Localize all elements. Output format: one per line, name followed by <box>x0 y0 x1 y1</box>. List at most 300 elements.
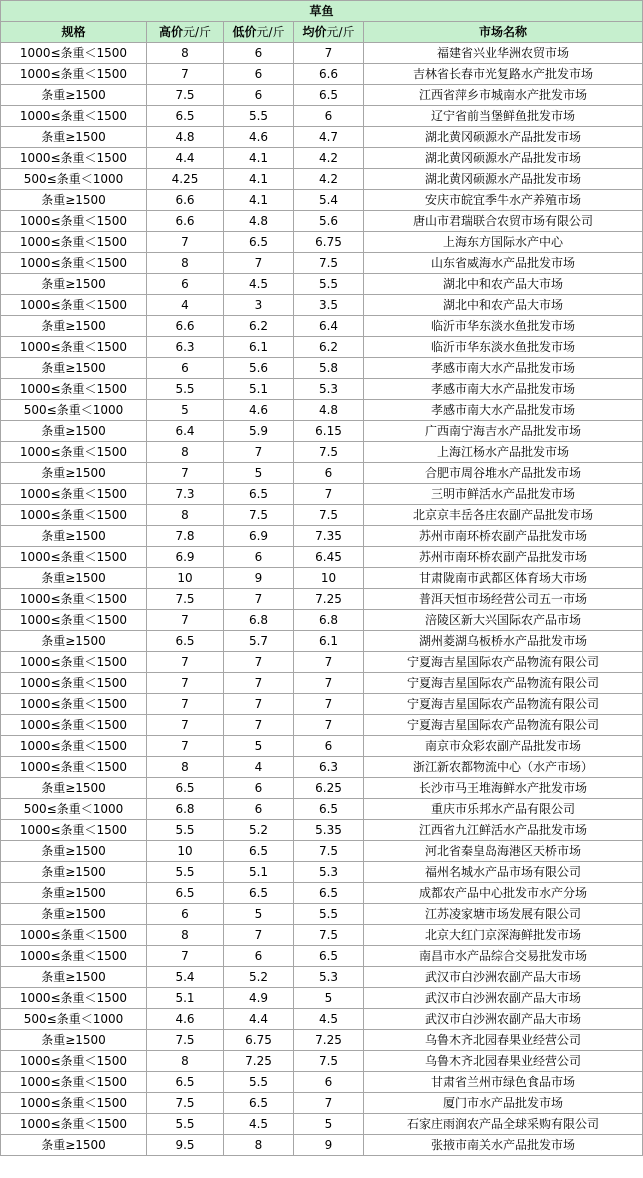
cell-spec: 条重≥1500 <box>1 421 147 442</box>
cell-high: 6.6 <box>147 211 224 232</box>
cell-low: 5 <box>224 463 294 484</box>
cell-high: 7 <box>147 736 224 757</box>
cell-low: 7 <box>224 589 294 610</box>
cell-spec: 1000≤条重＜1500 <box>1 505 147 526</box>
table-row <box>1 1009 643 1030</box>
cell-low: 6 <box>224 547 294 568</box>
cell-market: 广西南宁海吉水产品批发市场 <box>364 421 643 442</box>
table-row <box>1 673 643 694</box>
cell-low: 6 <box>224 778 294 799</box>
header-low: 低价元/斤 <box>224 22 294 43</box>
cell-market: 石家庄雨润农产品全球采购有限公司 <box>364 1114 643 1135</box>
cell-spec: 1000≤条重＜1500 <box>1 1072 147 1093</box>
header-high: 高价元/斤 <box>147 22 224 43</box>
cell-avg: 4.2 <box>294 148 364 169</box>
table-header-row <box>1 22 643 43</box>
cell-high: 6.5 <box>147 631 224 652</box>
cell-market: 江西省萍乡市城南水产批发市场 <box>364 85 643 106</box>
cell-market: 宁夏海吉星国际农产品物流有限公司 <box>364 673 643 694</box>
cell-avg: 6 <box>294 463 364 484</box>
cell-market: 福州名城水产品市场有限公司 <box>364 862 643 883</box>
cell-avg: 4.2 <box>294 169 364 190</box>
table-row <box>1 1093 643 1114</box>
cell-spec: 500≤条重＜1000 <box>1 400 147 421</box>
cell-low: 4.5 <box>224 1114 294 1135</box>
cell-market: 辽宁省前当堡鲜鱼批发市场 <box>364 106 643 127</box>
cell-low: 5.2 <box>224 820 294 841</box>
cell-market: 湖北黄冈硕源水产品批发市场 <box>364 148 643 169</box>
cell-high: 5.5 <box>147 379 224 400</box>
cell-market: 长沙市马王堆海鲜水产批发市场 <box>364 778 643 799</box>
cell-low: 6 <box>224 64 294 85</box>
cell-avg: 6.5 <box>294 883 364 904</box>
cell-low: 5.1 <box>224 862 294 883</box>
cell-market: 南京市众彩农副产品批发市场 <box>364 736 643 757</box>
cell-avg: 4.8 <box>294 400 364 421</box>
cell-high: 7.5 <box>147 1093 224 1114</box>
header-avg: 均价元/斤 <box>294 22 364 43</box>
cell-spec: 条重≥1500 <box>1 967 147 988</box>
cell-high: 7.5 <box>147 589 224 610</box>
cell-avg: 6.8 <box>294 610 364 631</box>
table-row <box>1 400 643 421</box>
table-row <box>1 1030 643 1051</box>
cell-high: 7.5 <box>147 1030 224 1051</box>
header-spec: 规格 <box>1 22 147 43</box>
cell-avg: 5.3 <box>294 379 364 400</box>
cell-low: 6.1 <box>224 337 294 358</box>
cell-avg: 7 <box>294 673 364 694</box>
cell-high: 6.8 <box>147 799 224 820</box>
cell-spec: 1000≤条重＜1500 <box>1 379 147 400</box>
cell-avg: 7 <box>294 484 364 505</box>
cell-low: 7 <box>224 694 294 715</box>
cell-high: 7 <box>147 715 224 736</box>
cell-low: 6.5 <box>224 484 294 505</box>
cell-high: 6.9 <box>147 547 224 568</box>
cell-avg: 6.5 <box>294 946 364 967</box>
cell-low: 7.25 <box>224 1051 294 1072</box>
table-row <box>1 568 643 589</box>
cell-avg: 6.25 <box>294 778 364 799</box>
table-row <box>1 547 643 568</box>
table-title: 草鱼 <box>1 1 643 22</box>
cell-high: 8 <box>147 442 224 463</box>
cell-market: 临沂市华东淡水鱼批发市场 <box>364 316 643 337</box>
cell-low: 4.5 <box>224 274 294 295</box>
table-title-row <box>1 1 643 22</box>
cell-market: 江西省九江鲜活水产品批发市场 <box>364 820 643 841</box>
cell-high: 8 <box>147 757 224 778</box>
cell-market: 孝感市南大水产品批发市场 <box>364 358 643 379</box>
table-row <box>1 484 643 505</box>
cell-market: 唐山市君瑞联合农贸市场有限公司 <box>364 211 643 232</box>
cell-low: 5 <box>224 736 294 757</box>
cell-avg: 6 <box>294 1072 364 1093</box>
cell-market: 孝感市南大水产品批发市场 <box>364 400 643 421</box>
cell-spec: 条重≥1500 <box>1 841 147 862</box>
table-row <box>1 631 643 652</box>
cell-market: 苏州市南环桥农副产品批发市场 <box>364 547 643 568</box>
cell-high: 7 <box>147 463 224 484</box>
cell-low: 6.9 <box>224 526 294 547</box>
table-row <box>1 1072 643 1093</box>
cell-avg: 6.2 <box>294 337 364 358</box>
cell-market: 湖州菱湖乌板桥水产品批发市场 <box>364 631 643 652</box>
cell-high: 5.5 <box>147 820 224 841</box>
cell-market: 合肥市周谷堆水产品批发市场 <box>364 463 643 484</box>
cell-high: 5.1 <box>147 988 224 1009</box>
table-row <box>1 925 643 946</box>
table-row <box>1 274 643 295</box>
cell-high: 7 <box>147 610 224 631</box>
table-row <box>1 883 643 904</box>
cell-spec: 条重≥1500 <box>1 631 147 652</box>
table-row <box>1 1114 643 1135</box>
table-row <box>1 778 643 799</box>
cell-spec: 1000≤条重＜1500 <box>1 211 147 232</box>
cell-avg: 9 <box>294 1135 364 1156</box>
cell-avg: 7 <box>294 694 364 715</box>
cell-high: 6 <box>147 358 224 379</box>
table-row <box>1 526 643 547</box>
cell-market: 湖北黄冈硕源水产品批发市场 <box>364 169 643 190</box>
cell-spec: 1000≤条重＜1500 <box>1 442 147 463</box>
cell-market: 苏州市南环桥农副产品批发市场 <box>364 526 643 547</box>
cell-market: 涪陵区新大兴国际农产品市场 <box>364 610 643 631</box>
cell-high: 8 <box>147 1051 224 1072</box>
cell-spec: 1000≤条重＜1500 <box>1 988 147 1009</box>
cell-market: 甘肃陇南市武都区体育场大市场 <box>364 568 643 589</box>
cell-spec: 1000≤条重＜1500 <box>1 295 147 316</box>
cell-spec: 条重≥1500 <box>1 904 147 925</box>
cell-avg: 6.5 <box>294 799 364 820</box>
table-row <box>1 820 643 841</box>
cell-avg: 6.75 <box>294 232 364 253</box>
cell-high: 5.5 <box>147 862 224 883</box>
cell-market: 河北省秦皇岛海港区天桥市场 <box>364 841 643 862</box>
cell-spec: 1000≤条重＜1500 <box>1 757 147 778</box>
cell-market: 孝感市南大水产品批发市场 <box>364 379 643 400</box>
cell-spec: 1000≤条重＜1500 <box>1 484 147 505</box>
cell-low: 9 <box>224 568 294 589</box>
cell-low: 4.1 <box>224 148 294 169</box>
cell-market: 武汉市白沙洲农副产品大市场 <box>364 967 643 988</box>
cell-high: 5.4 <box>147 967 224 988</box>
cell-low: 7 <box>224 253 294 274</box>
cell-spec: 1000≤条重＜1500 <box>1 64 147 85</box>
cell-market: 成都农产品中心批发市水产分场 <box>364 883 643 904</box>
cell-high: 5.5 <box>147 1114 224 1135</box>
cell-spec: 条重≥1500 <box>1 274 147 295</box>
cell-high: 9.5 <box>147 1135 224 1156</box>
cell-low: 6.8 <box>224 610 294 631</box>
cell-avg: 7.25 <box>294 589 364 610</box>
cell-low: 5 <box>224 904 294 925</box>
cell-market: 重庆市乐邦水产品有限公司 <box>364 799 643 820</box>
cell-low: 7.5 <box>224 505 294 526</box>
cell-low: 6.5 <box>224 1093 294 1114</box>
cell-avg: 6 <box>294 736 364 757</box>
cell-avg: 4.7 <box>294 127 364 148</box>
cell-spec: 1000≤条重＜1500 <box>1 820 147 841</box>
cell-avg: 5.5 <box>294 904 364 925</box>
cell-high: 4.4 <box>147 148 224 169</box>
table-row <box>1 736 643 757</box>
cell-high: 6.6 <box>147 190 224 211</box>
cell-low: 7 <box>224 715 294 736</box>
cell-high: 5 <box>147 400 224 421</box>
cell-avg: 6 <box>294 106 364 127</box>
cell-market: 宁夏海吉星国际农产品物流有限公司 <box>364 694 643 715</box>
cell-market: 浙江新农都物流中心（水产市场） <box>364 757 643 778</box>
cell-high: 10 <box>147 568 224 589</box>
cell-high: 6.3 <box>147 337 224 358</box>
cell-spec: 条重≥1500 <box>1 190 147 211</box>
cell-low: 4.9 <box>224 988 294 1009</box>
cell-high: 4.6 <box>147 1009 224 1030</box>
cell-low: 6 <box>224 85 294 106</box>
cell-avg: 3.5 <box>294 295 364 316</box>
table-row <box>1 43 643 64</box>
table-row <box>1 211 643 232</box>
cell-spec: 1000≤条重＜1500 <box>1 589 147 610</box>
cell-low: 5.1 <box>224 379 294 400</box>
cell-market: 临沂市华东淡水鱼批发市场 <box>364 337 643 358</box>
cell-spec: 条重≥1500 <box>1 568 147 589</box>
cell-spec: 1000≤条重＜1500 <box>1 337 147 358</box>
cell-market: 张掖市南关水产品批发市场 <box>364 1135 643 1156</box>
table-row <box>1 337 643 358</box>
cell-low: 7 <box>224 652 294 673</box>
cell-avg: 7 <box>294 43 364 64</box>
cell-spec: 1000≤条重＜1500 <box>1 673 147 694</box>
cell-high: 4.8 <box>147 127 224 148</box>
table-row <box>1 589 643 610</box>
cell-spec: 条重≥1500 <box>1 862 147 883</box>
cell-spec: 1000≤条重＜1500 <box>1 946 147 967</box>
cell-spec: 500≤条重＜1000 <box>1 169 147 190</box>
cell-spec: 1000≤条重＜1500 <box>1 1114 147 1135</box>
table-row <box>1 85 643 106</box>
table-row <box>1 169 643 190</box>
cell-low: 7 <box>224 442 294 463</box>
cell-high: 7 <box>147 673 224 694</box>
cell-spec: 1000≤条重＜1500 <box>1 547 147 568</box>
cell-market: 湖北中和农产品大市场 <box>364 274 643 295</box>
cell-avg: 7.5 <box>294 841 364 862</box>
cell-avg: 10 <box>294 568 364 589</box>
cell-avg: 4.5 <box>294 1009 364 1030</box>
cell-high: 8 <box>147 925 224 946</box>
table-row <box>1 505 643 526</box>
cell-spec: 1000≤条重＜1500 <box>1 715 147 736</box>
cell-market: 北京京丰岳各庄农副产品批发市场 <box>364 505 643 526</box>
table-row <box>1 127 643 148</box>
table-row <box>1 715 643 736</box>
table-row <box>1 253 643 274</box>
table-row <box>1 463 643 484</box>
cell-spec: 条重≥1500 <box>1 526 147 547</box>
cell-market: 江苏凌家塘市场发展有限公司 <box>364 904 643 925</box>
cell-market: 吉林省长春市光复路水产批发市场 <box>364 64 643 85</box>
cell-low: 6 <box>224 43 294 64</box>
cell-avg: 6.3 <box>294 757 364 778</box>
cell-high: 7 <box>147 694 224 715</box>
cell-market: 宁夏海吉星国际农产品物流有限公司 <box>364 715 643 736</box>
cell-spec: 1000≤条重＜1500 <box>1 253 147 274</box>
cell-market: 北京大红门京深海鲜批发市场 <box>364 925 643 946</box>
cell-spec: 1000≤条重＜1500 <box>1 148 147 169</box>
cell-spec: 条重≥1500 <box>1 358 147 379</box>
cell-high: 6 <box>147 274 224 295</box>
cell-high: 4 <box>147 295 224 316</box>
cell-avg: 6.6 <box>294 64 364 85</box>
cell-spec: 500≤条重＜1000 <box>1 799 147 820</box>
cell-low: 4.1 <box>224 190 294 211</box>
cell-low: 5.2 <box>224 967 294 988</box>
cell-avg: 5.3 <box>294 862 364 883</box>
cell-avg: 6.1 <box>294 631 364 652</box>
cell-spec: 1000≤条重＜1500 <box>1 736 147 757</box>
cell-low: 4.8 <box>224 211 294 232</box>
table-row <box>1 316 643 337</box>
cell-low: 5.5 <box>224 106 294 127</box>
cell-low: 5.5 <box>224 1072 294 1093</box>
cell-high: 4.25 <box>147 169 224 190</box>
cell-avg: 5.35 <box>294 820 364 841</box>
cell-avg: 6.4 <box>294 316 364 337</box>
cell-low: 6 <box>224 946 294 967</box>
cell-low: 5.9 <box>224 421 294 442</box>
cell-market: 上海江杨水产品批发市场 <box>364 442 643 463</box>
table-row <box>1 799 643 820</box>
table-row <box>1 106 643 127</box>
cell-low: 4.1 <box>224 169 294 190</box>
table-row <box>1 148 643 169</box>
table-row <box>1 652 643 673</box>
cell-market: 普洱天恒市场经营公司五一市场 <box>364 589 643 610</box>
cell-avg: 7.5 <box>294 253 364 274</box>
cell-avg: 6.45 <box>294 547 364 568</box>
cell-avg: 5.5 <box>294 274 364 295</box>
cell-low: 4.4 <box>224 1009 294 1030</box>
cell-avg: 5.6 <box>294 211 364 232</box>
cell-spec: 条重≥1500 <box>1 85 147 106</box>
cell-high: 6 <box>147 904 224 925</box>
cell-spec: 条重≥1500 <box>1 127 147 148</box>
table-row <box>1 946 643 967</box>
table-row <box>1 232 643 253</box>
cell-avg: 7.5 <box>294 505 364 526</box>
cell-low: 5.6 <box>224 358 294 379</box>
cell-spec: 条重≥1500 <box>1 316 147 337</box>
table-row <box>1 967 643 988</box>
table-row <box>1 694 643 715</box>
cell-avg: 7.5 <box>294 925 364 946</box>
cell-low: 4.6 <box>224 127 294 148</box>
cell-low: 6.5 <box>224 841 294 862</box>
cell-avg: 5.3 <box>294 967 364 988</box>
table-body <box>1 43 643 1156</box>
cell-market: 乌鲁木齐北园春果业经营公司 <box>364 1051 643 1072</box>
table-row <box>1 295 643 316</box>
header-unit: 元/斤 <box>326 25 355 39</box>
table-row <box>1 1051 643 1072</box>
cell-high: 7 <box>147 652 224 673</box>
cell-low: 7 <box>224 673 294 694</box>
cell-high: 7.3 <box>147 484 224 505</box>
cell-high: 6.6 <box>147 316 224 337</box>
header-unit: 元/斤 <box>182 25 212 39</box>
cell-market: 湖北中和农产品大市场 <box>364 295 643 316</box>
table-row <box>1 610 643 631</box>
cell-spec: 1000≤条重＜1500 <box>1 43 147 64</box>
cell-avg: 7 <box>294 715 364 736</box>
cell-high: 6.5 <box>147 778 224 799</box>
cell-low: 8 <box>224 1135 294 1156</box>
cell-low: 5.7 <box>224 631 294 652</box>
cell-high: 7 <box>147 64 224 85</box>
cell-low: 3 <box>224 295 294 316</box>
cell-spec: 条重≥1500 <box>1 463 147 484</box>
cell-spec: 条重≥1500 <box>1 1135 147 1156</box>
cell-high: 6.5 <box>147 883 224 904</box>
table-row <box>1 190 643 211</box>
cell-low: 6.5 <box>224 232 294 253</box>
cell-avg: 7 <box>294 652 364 673</box>
table-row <box>1 988 643 1009</box>
cell-market: 湖北黄冈硕源水产品批发市场 <box>364 127 643 148</box>
cell-market: 上海东方国际水产中心 <box>364 232 643 253</box>
cell-high: 8 <box>147 43 224 64</box>
cell-spec: 500≤条重＜1000 <box>1 1009 147 1030</box>
cell-spec: 条重≥1500 <box>1 778 147 799</box>
table-row <box>1 358 643 379</box>
cell-high: 7.5 <box>147 85 224 106</box>
cell-avg: 5 <box>294 988 364 1009</box>
cell-market: 安庆市皖宜季牛水产养殖市场 <box>364 190 643 211</box>
cell-avg: 7.5 <box>294 1051 364 1072</box>
cell-spec: 1000≤条重＜1500 <box>1 106 147 127</box>
table-row <box>1 904 643 925</box>
cell-avg: 7.5 <box>294 442 364 463</box>
table-row <box>1 841 643 862</box>
table-row <box>1 64 643 85</box>
cell-low: 4 <box>224 757 294 778</box>
cell-low: 7 <box>224 925 294 946</box>
cell-low: 6 <box>224 799 294 820</box>
cell-high: 6.4 <box>147 421 224 442</box>
table-row <box>1 421 643 442</box>
cell-avg: 7.25 <box>294 1030 364 1051</box>
cell-high: 7 <box>147 232 224 253</box>
cell-spec: 1000≤条重＜1500 <box>1 925 147 946</box>
cell-high: 10 <box>147 841 224 862</box>
table-row <box>1 862 643 883</box>
cell-avg: 5.4 <box>294 190 364 211</box>
table-row <box>1 442 643 463</box>
cell-avg: 6.5 <box>294 85 364 106</box>
cell-market: 武汉市白沙洲农副产品大市场 <box>364 988 643 1009</box>
cell-spec: 1000≤条重＜1500 <box>1 610 147 631</box>
cell-low: 6.75 <box>224 1030 294 1051</box>
cell-market: 甘肃省兰州市绿色食品市场 <box>364 1072 643 1093</box>
cell-avg: 7 <box>294 1093 364 1114</box>
cell-spec: 1000≤条重＜1500 <box>1 694 147 715</box>
cell-avg: 6.15 <box>294 421 364 442</box>
cell-market: 厦门市水产品批发市场 <box>364 1093 643 1114</box>
